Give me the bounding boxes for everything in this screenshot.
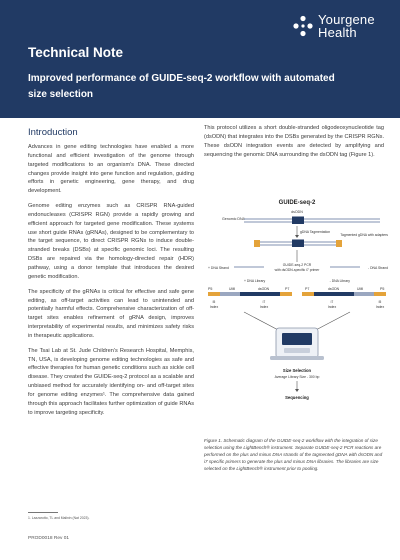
dsodn-right-label: dsODN	[328, 287, 340, 291]
gdna-tagmentation-label: gDNA Tagmentation	[300, 230, 331, 234]
lightbench-instrument-icon	[270, 328, 324, 360]
adapter-right	[336, 240, 342, 247]
minus-library-label: - DNA Library	[329, 279, 350, 283]
p5-right-label: P5	[380, 287, 385, 291]
dsodn-right-block	[314, 292, 354, 296]
average-size-label: Average Library Size - 300 bp	[274, 375, 320, 379]
index-label-2: Index	[259, 305, 269, 309]
p7-left-label: P7	[285, 287, 290, 291]
tagmented-label: Tagmented gDNA with adapters	[340, 233, 388, 237]
genomic-dna-label: Genomic DNA	[222, 217, 245, 221]
introduction-heading: Introduction	[28, 127, 78, 138]
intro-paragraph-1: Advances in gene editing technologies have enabled a more functional and efficient investigation of the genome through targeted modifications to an organism's DNA. These directed changes provide insight into gene function and regulation, guiding efforts in genetic engineering, gene therapy, and drug development.	[28, 144, 194, 195]
umi-left-block	[220, 292, 240, 296]
flow-arrowhead-3	[295, 389, 299, 392]
i5-right-label: i5	[378, 300, 382, 304]
footnote: 1. Lazzarotto, TL and Malinin (Nat 2023).	[28, 516, 90, 520]
document-type: Technical Note	[28, 45, 124, 60]
umi-left-label: UMI	[229, 287, 236, 291]
size-selection-label: Size Selection	[282, 368, 312, 373]
index-label-4: Index	[375, 305, 385, 309]
brand-name-line1: Yourgene	[318, 12, 375, 27]
p5-left-label: P5	[208, 287, 213, 291]
yourgene-logo-icon	[292, 15, 314, 37]
p5-right-block	[374, 292, 386, 296]
i7-left-label: i7	[262, 300, 266, 304]
p7-right-label: P7	[305, 287, 310, 291]
plus-library-label: + DNA Library	[244, 279, 266, 283]
i5-left-label: i5	[212, 300, 216, 304]
left-column	[28, 124, 194, 423]
figure-caption: Figure 1. Schematic diagram of the GUIDE-seq-2 workflow with the integration of size selection using the LightBench® instrument. Separate GUIDE-seq-2 PCR reactions are performed on the plus and minus DNA strands of the tagmented gDNA with dsODN and i7 specific primers to generate the plus and minus DNA libraries. The libraries are size selected on the LightBench® instrument prior to pooling.	[204, 438, 383, 471]
dsodn-top-label: dsODN	[291, 210, 303, 214]
footnote-divider	[28, 512, 58, 513]
intro-paragraph-3: The specificity of the gRNAs is critical for effective and safe gene editing, as off-target activities can lead to unintended and potentially harmful effects. Comprehensive characterization of off-target sites enables refinement of gRNA design, improves interpretability of experimental results, and minimizes safety risks in therapeutic applications.	[28, 288, 194, 339]
plus-strand-label: + DNA Strand	[208, 266, 229, 270]
adapter-left	[254, 240, 260, 247]
pcr-label-line1: GUIDE-seq-2 PCR	[282, 263, 312, 267]
brand-name-line2: Health	[318, 25, 357, 40]
dsodn-tag-top	[292, 217, 304, 225]
right-column	[204, 124, 384, 165]
workflow-diagram	[204, 196, 390, 448]
index-label-3: Index	[327, 305, 337, 309]
intro-paragraph-4: The Tsai Lab at St. Jude Children's Research Hospital, Memphis, TN, USA, is developing genome editing technologies as safe and effective therapies for human genetic conditions such as sickle cell disease. They created the GUIDE-seq-2 protocol as a scalable and unbiased method for accurately identifying on- and off-target sites for genome editing enzymes¹. The comprehensive data gained through this approach facilitates further optimization of guide RNAs to improve targeting specificity.	[28, 347, 194, 416]
dsodn-tag-tagmented	[292, 240, 304, 248]
flow-arrowhead-1	[295, 235, 299, 238]
p7-left-block	[280, 292, 292, 296]
brand-name	[318, 13, 375, 39]
i7-right-label: i7	[330, 300, 334, 304]
dsodn-left-block	[240, 292, 280, 296]
brand-logo[interactable]	[292, 12, 396, 42]
intro-paragraph-2: Genome editing enzymes such as CRISPR RNA-guided endonucleases (CRISPR RGN) provide a rapidly growing and efficient approach for targeted gene modification. These systems use short guide RNAs (gRNAs), designed to be complementary to the target sequence, to direct CRISPR RGNs to induce double-stranded breaks (DSBs) at specific genomic loci. The resulting DSBs are repaired via the homology-directed repair (HDR) pathway, using a donor template that introduces the desired genetic modification.	[28, 203, 194, 280]
protocol-paragraph: This protocol utilizes a short double-stranded oligodeoxynucleotide tag (dsODN) that integrates into the DSBs generated by the CRISPR RGNs. These dsODN integration events are detected by amplifying and sequencing the genomic DNA surrounding the dsODN tag (Figure 1).	[204, 125, 384, 158]
workflow-figure	[204, 196, 390, 448]
index-label-1: Index	[209, 305, 219, 309]
dsodn-left-label: dsODN	[258, 287, 270, 291]
document-title: Improved performance of GUIDE-seq-2 workflow with automated size selection	[28, 73, 335, 100]
document-code: PROD0018 Rev 01	[28, 536, 70, 541]
pcr-label-line2: with dsODN-specific i7 primer	[274, 268, 320, 272]
sequencing-label: Sequencing	[285, 395, 309, 400]
minus-strand-label: - DNA Strand	[368, 266, 388, 270]
p5-left-block	[208, 292, 220, 296]
header-banner	[0, 0, 400, 118]
umi-right-label: UMI	[357, 287, 364, 291]
p7-right-block	[302, 292, 314, 296]
umi-right-block	[354, 292, 374, 296]
figure-title: GUIDE-seq-2	[278, 200, 316, 206]
